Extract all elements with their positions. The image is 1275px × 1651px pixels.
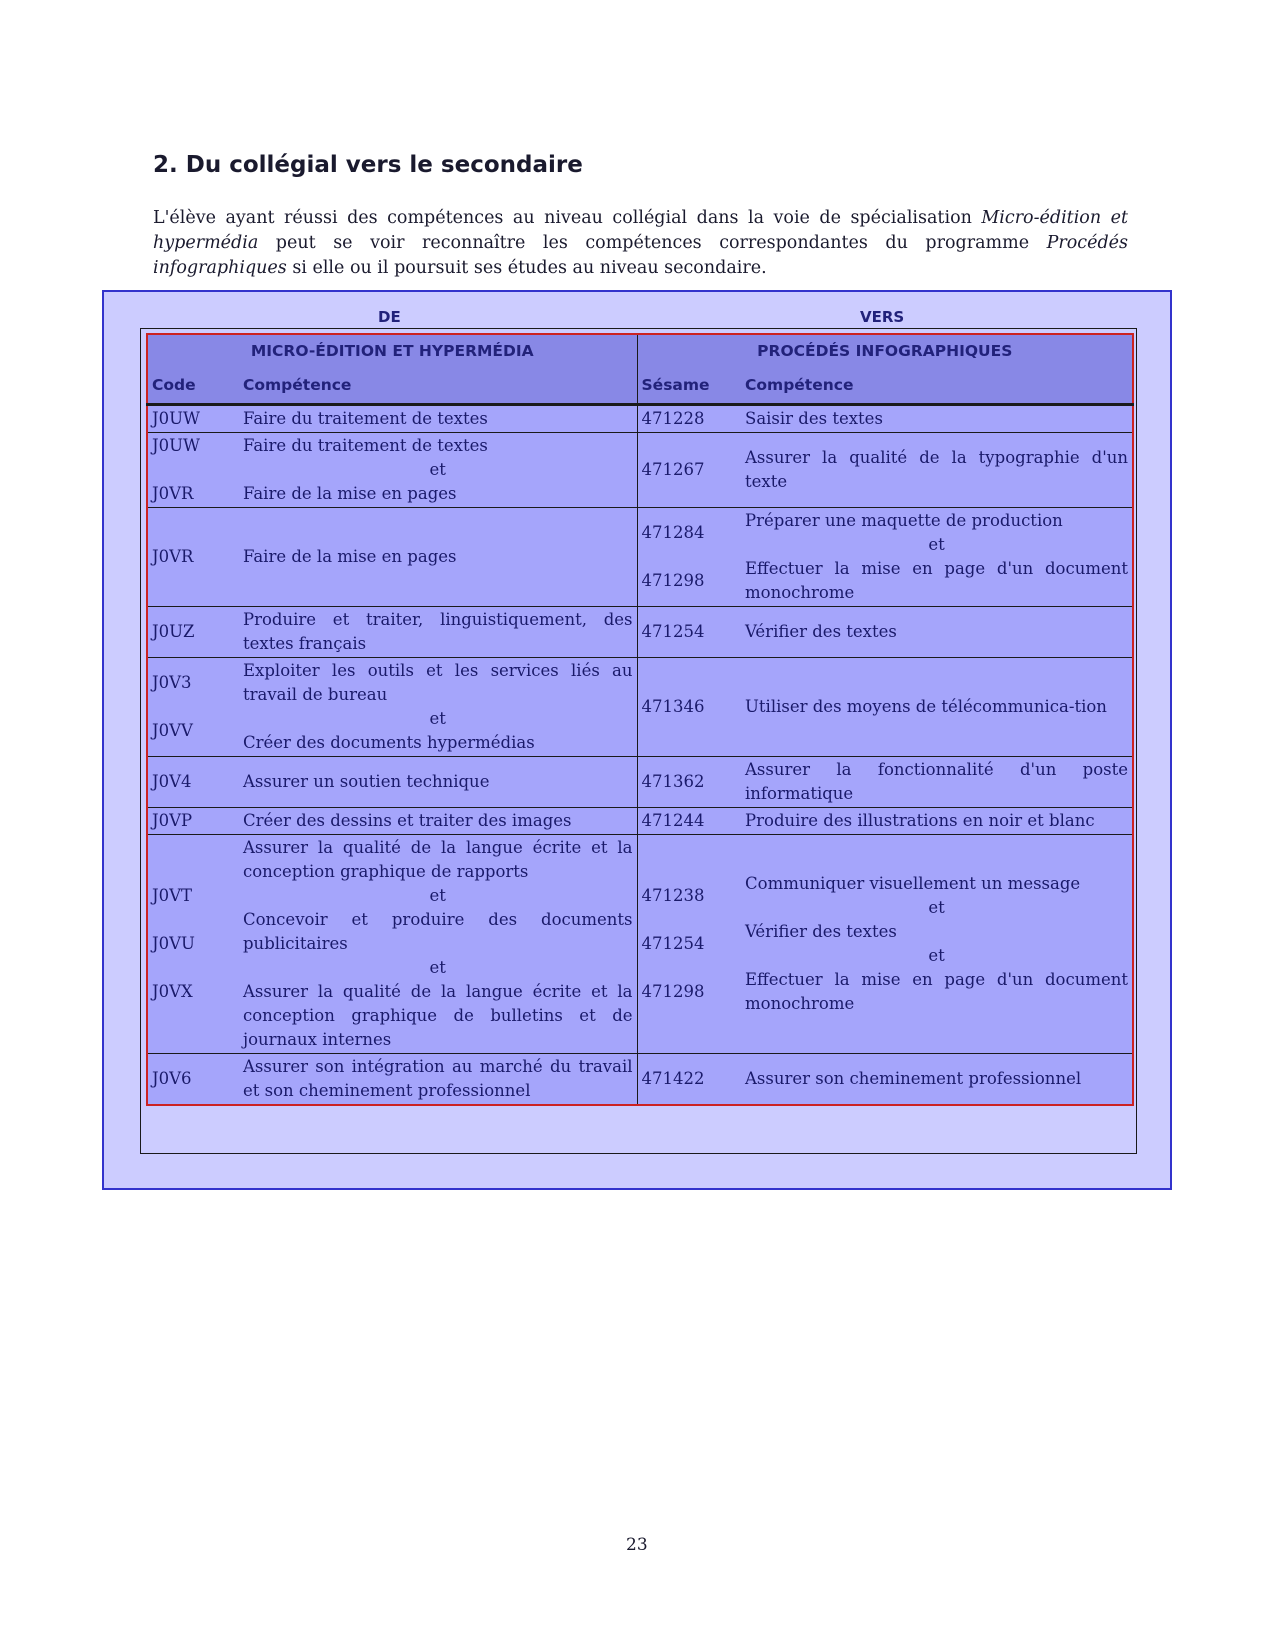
table-row	[147, 433, 1133, 508]
left-code-cell	[147, 433, 239, 508]
table-row	[147, 405, 1133, 433]
sesame-code: 471244	[641, 811, 705, 830]
right-competence-cell	[741, 757, 1133, 808]
intro-program-target: Procédés infographiques	[153, 233, 1128, 278]
competence-text: Créer des dessins et traiter des images	[243, 811, 572, 830]
sesame-code: 471254	[641, 934, 705, 953]
header-competence-left: Compétence	[239, 367, 637, 405]
left-competence-cell	[239, 433, 637, 508]
competence-code: J0UW	[152, 436, 200, 455]
right-competence-cell	[741, 607, 1133, 658]
conjunction-et: et	[429, 886, 446, 905]
left-code-cell	[147, 835, 239, 1054]
intro-text-2: peut se voir reconnaître les compétences correspondantes du programme	[258, 233, 1047, 253]
right-code-cell	[637, 508, 741, 607]
table-title-row	[147, 334, 1133, 367]
competence-code: J0VV	[152, 721, 193, 740]
competence-code: J0V6	[152, 1069, 192, 1088]
right-competence-cell	[741, 835, 1133, 1054]
left-competence-cell	[239, 508, 637, 607]
intro-paragraph	[153, 206, 1128, 281]
conjunction-et: et	[928, 535, 945, 554]
competence-code: J0VP	[152, 811, 193, 830]
left-code-cell	[147, 658, 239, 757]
competence-text: Assurer la qualité de la typographie d'un texte	[745, 448, 1129, 491]
competence-text: Concevoir et produire des documents publicitaires	[243, 910, 633, 953]
header-competence-right: Compétence	[745, 376, 854, 394]
competence-text: Assurer son cheminement professionnel	[745, 1069, 1082, 1088]
conjunction-et: et	[429, 958, 446, 977]
left-code-cell	[147, 508, 239, 607]
left-competence-cell	[239, 757, 637, 808]
competence-text: Utiliser des moyens de télécommunica-tion	[745, 697, 1107, 716]
header-code: Code	[152, 376, 196, 394]
conjunction-et: et	[928, 898, 945, 917]
competence-text: Assurer son intégration au marché du travail et son cheminement professionnel	[243, 1057, 633, 1100]
table-row	[147, 658, 1133, 757]
competence-code: J0VT	[152, 886, 193, 905]
conjunction-et: et	[429, 709, 446, 728]
target-program-title: PROCÉDÉS INFOGRAPHIQUES	[757, 342, 1013, 360]
competence-text: Faire de la mise en pages	[243, 484, 457, 503]
section-heading: 2. Du collégial vers le secondaire	[153, 152, 583, 178]
competence-text: Communiquer visuellement un message	[745, 874, 1081, 893]
sesame-code: 471346	[641, 697, 705, 716]
left-competence-cell	[239, 405, 637, 433]
competence-text: Assurer la fonctionnalité d'un poste informatique	[745, 760, 1129, 803]
sesame-code: 471362	[641, 772, 705, 791]
table-body	[147, 405, 1133, 1106]
left-code-cell	[147, 607, 239, 658]
right-code-cell	[637, 405, 741, 433]
competence-text: Faire de la mise en pages	[243, 547, 457, 566]
competence-code: J0UZ	[152, 622, 195, 641]
left-competence-cell	[239, 835, 637, 1054]
competence-text: Vérifier des textes	[745, 622, 897, 641]
competence-code: J0V3	[152, 673, 192, 692]
equivalence-table	[146, 333, 1134, 1106]
left-competence-cell	[239, 808, 637, 835]
left-code-cell	[147, 808, 239, 835]
header-sesame: Sésame	[641, 376, 710, 394]
competence-text: Effectuer la mise en page d'un document monochrome	[745, 970, 1129, 1013]
page-number: 23	[626, 1535, 648, 1555]
competence-text: Faire du traitement de textes	[243, 436, 488, 455]
competence-text: Exploiter les outils et les services liés au travail de bureau	[243, 661, 633, 704]
competence-text: Assurer la qualité de la langue écrite et la conception graphique de rapports	[243, 838, 633, 881]
left-competence-cell	[239, 658, 637, 757]
right-code-cell	[637, 607, 741, 658]
table-row	[147, 508, 1133, 607]
competence-text: Faire du traitement de textes	[243, 409, 488, 428]
right-code-cell	[637, 658, 741, 757]
source-program-title: MICRO-ÉDITION ET HYPERMÉDIA	[147, 334, 637, 367]
left-competence-cell	[239, 607, 637, 658]
intro-program-source: Micro-édition et hypermédia	[153, 208, 1128, 253]
sesame-code: 471422	[641, 1069, 705, 1088]
left-code-cell	[147, 405, 239, 433]
sesame-code: 471267	[641, 460, 705, 479]
table-row	[147, 607, 1133, 658]
competence-code: J0VR	[152, 547, 194, 566]
sesame-code: 471238	[641, 886, 705, 905]
conjunction-et: et	[928, 946, 945, 965]
competence-text: Créer des documents hypermédias	[243, 733, 535, 752]
competence-text: Assurer la qualité de la langue écrite et la conception graphique de bulletins et de journaux internes	[243, 982, 633, 1049]
right-competence-cell	[741, 808, 1133, 835]
sesame-code: 471284	[641, 523, 705, 542]
right-code-cell	[637, 433, 741, 508]
right-code-cell	[637, 1054, 741, 1106]
left-code-cell	[147, 757, 239, 808]
right-code-cell	[637, 757, 741, 808]
competence-text: Saisir des textes	[745, 409, 883, 428]
competence-text: Produire des illustrations en noir et blanc	[745, 811, 1095, 830]
table-row	[147, 835, 1133, 1054]
competence-code: J0V4	[152, 772, 192, 791]
right-competence-cell	[741, 433, 1133, 508]
left-code-cell	[147, 1054, 239, 1106]
right-competence-cell	[741, 1054, 1133, 1106]
competence-text: Produire et traiter, linguistiquement, des textes français	[243, 610, 633, 653]
intro-text-3: si elle ou il poursuit ses études au niveau secondaire.	[286, 258, 767, 278]
conjunction-et: et	[429, 460, 446, 479]
competence-text: Préparer une maquette de production	[745, 511, 1063, 530]
competence-text: Effectuer la mise en page d'un document monochrome	[745, 559, 1129, 602]
competence-code: J0VR	[152, 484, 194, 503]
left-competence-cell	[239, 1054, 637, 1106]
intro-text-1: L'élève ayant réussi des compétences au niveau collégial dans la voie de spécialisation	[153, 208, 982, 228]
right-code-cell	[637, 835, 741, 1054]
table-header-row	[147, 367, 1133, 405]
competence-code: J0UW	[152, 409, 200, 428]
sesame-code: 471298	[641, 571, 705, 590]
sesame-code: 471298	[641, 982, 705, 1001]
right-competence-cell	[741, 508, 1133, 607]
table-row	[147, 757, 1133, 808]
to-label: VERS	[860, 308, 905, 326]
competence-code: J0VX	[152, 982, 193, 1001]
right-competence-cell	[741, 658, 1133, 757]
right-code-cell	[637, 808, 741, 835]
right-competence-cell	[741, 405, 1133, 433]
competence-text: Vérifier des textes	[745, 922, 897, 941]
competence-text: Assurer un soutien technique	[243, 772, 490, 791]
table-row	[147, 1054, 1133, 1106]
sesame-code: 471228	[641, 409, 705, 428]
table-row	[147, 808, 1133, 835]
from-label: DE	[378, 308, 401, 326]
sesame-code: 471254	[641, 622, 705, 641]
competence-code: J0VU	[152, 934, 195, 953]
